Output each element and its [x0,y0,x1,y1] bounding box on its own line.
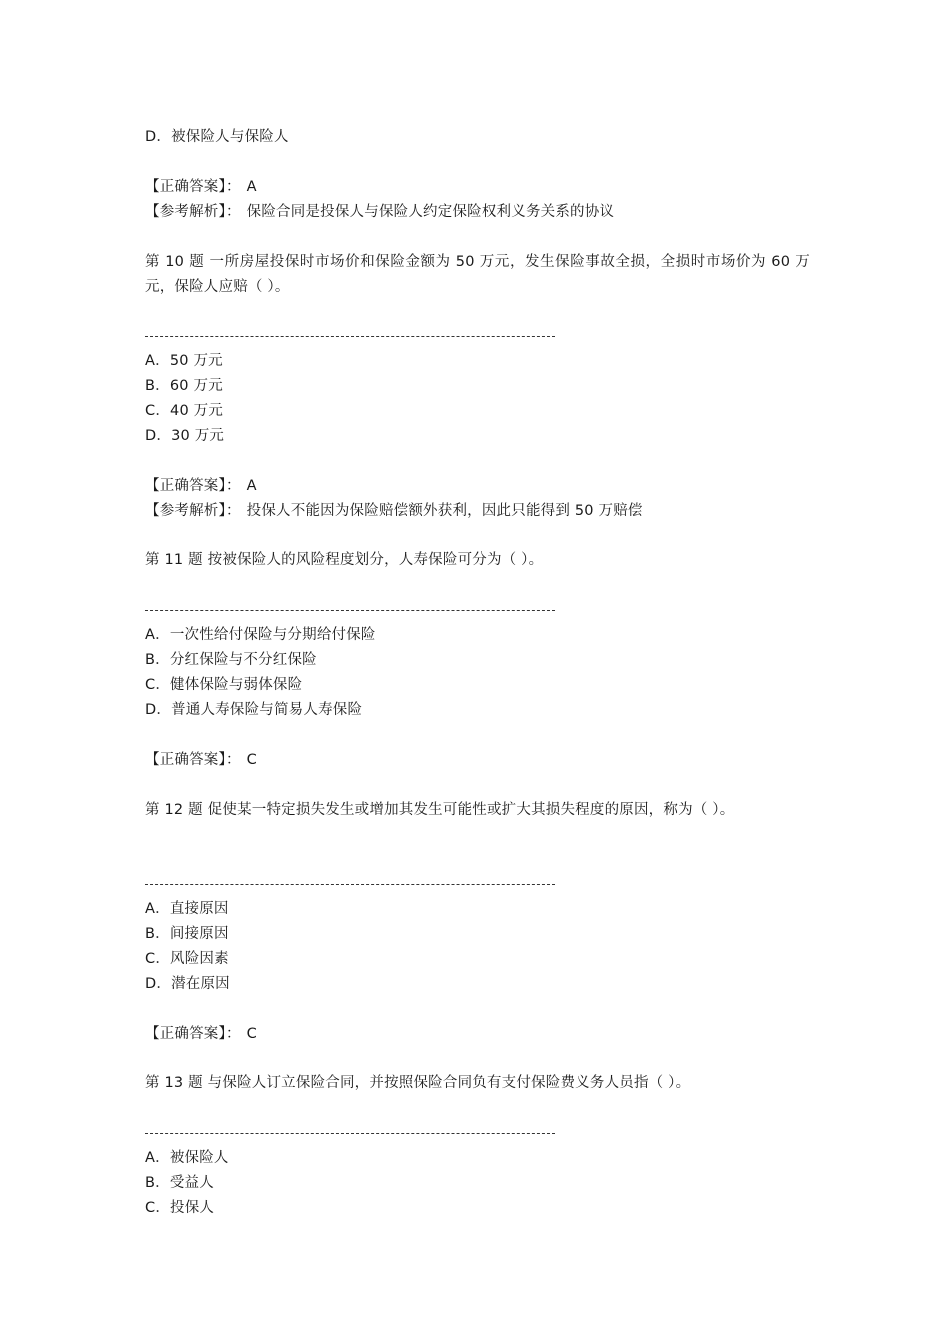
q10-analysis [145,501,643,521]
q9-option-d: D．被保险人与保险人 [145,129,289,145]
q9-answer [145,177,257,197]
q10-answer [145,476,257,496]
analysis-label: 【参考解析】： [145,503,241,519]
answer-value: A [246,478,257,494]
answer-label: 【正确答案】： [145,478,241,494]
q13-option-b: B．受益人 [145,1175,214,1191]
answer-value: C [246,752,257,768]
q11-option-c: C．健体保险与弱体保险 [145,677,303,693]
q12-answer [145,1024,257,1044]
q11-answer [145,750,257,770]
answer-value: C [246,1026,257,1042]
q12-separator [145,884,555,885]
q11-option-a: A．一次性给付保险与分期给付保险 [145,627,376,643]
q13-separator [145,1133,555,1134]
q11-separator [145,610,555,611]
q10-option-b: B．60 万元 [145,378,223,394]
q10-option-c: C．40 万元 [145,403,224,419]
q12-option-b: B．间接原因 [145,926,229,942]
answer-value: A [246,179,257,195]
q12-option-d: D．潜在原因 [145,976,230,992]
analysis-text: 投保人不能因为保险赔偿额外获利，因此只能得到 50 万赔偿 [246,503,643,519]
q12-question: 第 12 题 促使某一特定损失发生或增加其发生可能性或扩大其损失程度的原因，称为（ ）。 [145,802,735,818]
q10-question: 第 10 题 一所房屋投保时市场价和保险金额为 50 万元，发生保险事故全损，全损时市场价为 60 万元，保险人应赔（ ）。 [145,254,810,295]
q12-option-a: A．直接原因 [145,901,229,917]
q13-option-c: C．投保人 [145,1200,215,1216]
q10-option-a: A．50 万元 [145,353,223,369]
q12-option-c: C．风险因素 [145,951,229,967]
q11-question: 第 11 题 按被保险人的风险程度划分，人寿保险可分为（ ）。 [145,552,544,568]
analysis-label: 【参考解析】： [145,204,241,220]
q11-option-b: B．分红保险与不分红保险 [145,652,317,668]
q9-analysis [145,202,614,222]
q10-option-d: D．30 万元 [145,428,225,444]
answer-label: 【正确答案】： [145,179,241,195]
answer-label: 【正确答案】： [145,1026,241,1042]
q10-separator [145,336,555,337]
q13-question: 第 13 题 与保险人订立保险合同，并按照保险合同负有支付保险费义务人员指（ ）。 [145,1075,691,1091]
answer-label: 【正确答案】： [145,752,241,768]
q11-option-d: D．普通人寿保险与简易人寿保险 [145,702,363,718]
analysis-text: 保险合同是投保人与保险人约定保险权利义务关系的协议 [246,204,615,220]
q13-option-a: A．被保险人 [145,1150,229,1166]
